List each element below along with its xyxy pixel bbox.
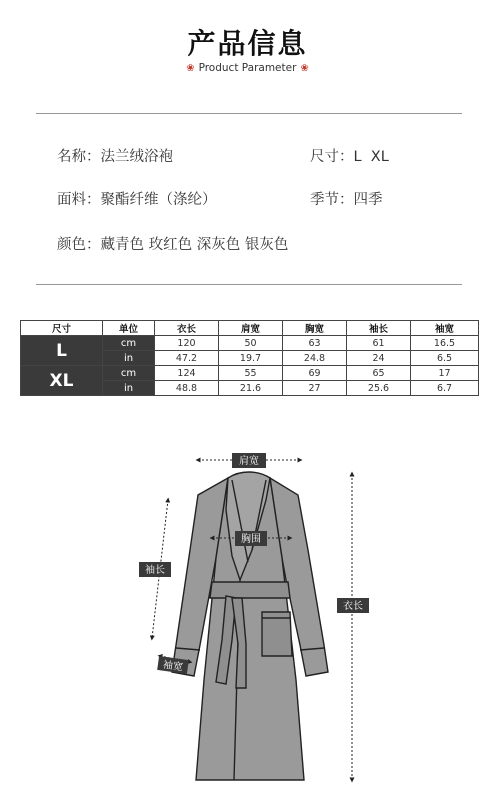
info-name-key: 名称： [57,149,101,165]
unit-label: cm [103,366,155,381]
info-season-value: 四季 [353,192,383,208]
sleeve-label: 袖长 [145,565,165,576]
table-row [21,336,479,351]
robe-diagram [0,440,495,800]
table-cell: 55 [219,366,283,381]
size-table [20,320,479,396]
table-cell: 25.6 [347,381,411,396]
table-cell: 61 [347,336,411,351]
size-label: L [21,336,103,366]
col-header: 单位 [103,321,155,336]
robe-illustration [172,472,328,780]
col-header: 胸宽 [283,321,347,336]
col-header: 衣长 [155,321,219,336]
table-row [21,366,479,381]
table-cell: 48.8 [155,381,219,396]
info-season-key: 季节： [310,192,354,208]
table-cell: 6.7 [411,381,479,396]
table-cell: 24.8 [283,351,347,366]
table-cell: 50 [219,336,283,351]
unit-label: in [103,351,155,366]
table-cell: 27 [283,381,347,396]
col-header: 袖宽 [411,321,479,336]
table-cell: 16.5 [411,336,479,351]
chest-label: 胸围 [241,534,261,545]
flower-icon: ❀ [186,63,195,74]
length-label: 衣长 [343,601,363,612]
info-color-value: 藏青色 玫红色 深灰色 银灰色 [100,237,289,253]
col-header: 袖长 [347,321,411,336]
col-header: 肩宽 [219,321,283,336]
info-size [310,145,389,166]
col-header: 尺寸 [21,321,103,336]
info-season [310,188,383,209]
table-cell: 24 [347,351,411,366]
table-cell: 6.5 [411,351,479,366]
page-title: 产品信息 [187,27,308,60]
unit-label: in [103,381,155,396]
info-fabric-key: 面料： [57,192,101,208]
info-fabric-value: 聚酯纤维（涤纶） [100,192,217,208]
info-color-key: 颜色： [57,237,101,253]
info-fabric [57,188,217,209]
info-name-value: 法兰绒浴袍 [100,149,173,165]
info-color [57,233,288,254]
subtitle-text: Product Parameter [198,62,297,74]
table-cell: 69 [283,366,347,381]
table-cell: 63 [283,336,347,351]
cuff-label: 袖宽 [162,659,184,674]
table-header-row [21,321,479,336]
shoulder-label: 肩宽 [239,456,259,467]
info-size-value: L XL [353,149,389,165]
table-cell: 21.6 [219,381,283,396]
divider-bottom [36,284,462,285]
info-size-key: 尺寸： [310,149,354,165]
divider-top [36,113,462,114]
page-subtitle [0,62,495,74]
unit-label: cm [103,336,155,351]
table-cell: 65 [347,366,411,381]
table-cell: 120 [155,336,219,351]
flower-icon: ❀ [300,63,309,74]
table-cell: 47.2 [155,351,219,366]
table-cell: 124 [155,366,219,381]
table-cell: 19.7 [219,351,283,366]
info-name [57,145,173,166]
table-cell: 17 [411,366,479,381]
size-label: XL [21,366,103,396]
